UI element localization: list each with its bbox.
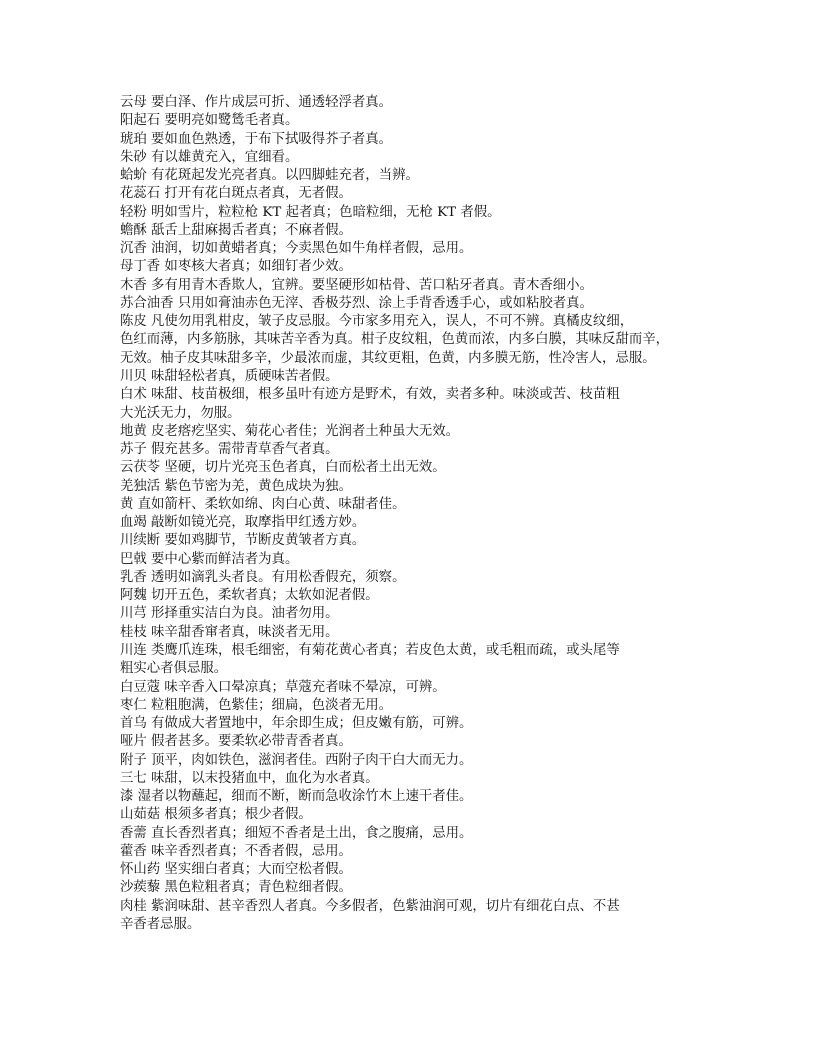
text-line: 朱砂 有以雄黄充入，宜细看。 [120, 149, 299, 165]
text-line: 血竭 敲断如镜光亮，取摩指甲红透方妙。 [120, 515, 366, 531]
text-line: 附子 顶平，肉如铁色，滋润者佳。西附子肉干白大而无力。 [120, 752, 473, 768]
text-line: 哑片 假者甚多。要柔软必带青香者真。 [120, 734, 352, 750]
text-line: 云母 要白泽、作片成层可折、通透轻浮者真。 [120, 95, 393, 110]
text-line: 沙蒺藜 黑色粒粗者真；青色粒细者假。 [120, 880, 352, 896]
text-line: 无效。柚子皮其味甜多辛，少最浓而虚，其纹更粗，色黄，内多膜无筋，性冷害人，忌服。 [120, 350, 656, 366]
text-line: 乳香 透明如滴乳头者良。有用松香假充，须察。 [120, 569, 406, 585]
text-line: 桂枝 味辛甜香窜者真，味淡者无用。 [120, 624, 339, 640]
text-line: 辛香者忌服。 [120, 916, 201, 932]
text-line: 川续断 要如鸡脚节，节断皮黄皱者方真。 [120, 533, 366, 549]
text-line: 藿香 味辛香烈者真；不香者假，忌用。 [120, 843, 352, 859]
text-line: 阿魏 切开五色，柔软者真；太软如泥者假。 [120, 588, 379, 604]
text-line: 色红而薄，内多筋脉，其味苦辛香为真。柑子皮纹粗，色黄而浓，内多白膜，其味反甜而辛， [120, 332, 670, 348]
text-line: 苏子 假充甚多。需带青草香气者真。 [120, 442, 339, 458]
text-line: 苏合油香 只用如膏油赤色无滓、香极芬烈、涂上手背香透手心，或如粘胶者真。 [120, 295, 593, 311]
text-line: 大光沃无力，勿服。 [120, 405, 241, 421]
text-line: 粗实心者俱忌服。 [120, 661, 228, 677]
text-line: 巴戟 要中心紫而鲜洁者为真。 [120, 551, 299, 567]
text-line: 枣仁 粒粗胞满，色紫佳；细扁，色淡者无用。 [120, 697, 393, 713]
text-line: 花蕊石 打开有花白斑点者真，无者假。 [120, 186, 352, 202]
text-line: 香薷 直长香烈者真；细短不香者是土出，食之腹痛，忌用。 [120, 825, 473, 841]
text-line: 三七 味甜，以末投猪血中，血化为水者真。 [120, 770, 379, 786]
text-line: 陈皮 凡使勿用乳柑皮，皱子皮忌服。今市家多用充入，误人，不可不辨。真橘皮纹细， [120, 314, 634, 330]
body-text [120, 94, 720, 934]
text-line: 沉香 油润，切如黄蜡者真；今卖黑色如牛角样者假，忌用。 [120, 241, 473, 257]
text-line: 木香 多有用青木香欺人，宜辨。要坚硬形如枯骨、苦口粘牙者真。青木香细小。 [120, 277, 593, 293]
text-line: 轻粉 明如雪片，粒粒枪 KT 起者真；色暗粒细，无枪 KT 者假。 [120, 204, 501, 220]
text-line: 白豆蔻 味辛香入口晕凉真；草蔻充者味不晕凉，可辨。 [120, 679, 446, 695]
text-line: 川贝 味甜轻松者真，质硬味苦者假。 [120, 368, 339, 384]
text-line: 地黄 皮老瘩疙坚实、菊花心者佳；光润者土种虽大无效。 [120, 423, 460, 439]
text-line: 母丁香 如枣核大者真；如细钉者少效。 [120, 259, 352, 275]
text-line: 蟾酥 舐舌上甜麻揭舌者真；不麻者假。 [120, 222, 352, 238]
text-line: 怀山药 坚实细白者真；大而空松者假。 [120, 862, 352, 878]
text-line: 琥珀 要如血色熟透，于布下拭吸得芥子者真。 [120, 131, 393, 147]
text-line: 白术 味甜、枝苗极细，根多虽叶有迹方是野术，有效，卖者多种。味淡或苦、枝苗粗 [120, 387, 620, 403]
text-line: 漆 湿者以物蘸起，细而不断，断而急收涂竹木上速干者佳。 [120, 789, 473, 805]
text-line: 川芎 形择重实洁白为良。油者勿用。 [120, 606, 339, 622]
text-line: 蛤蚧 有花斑起发光亮者真。以四脚蛙充者，当辨。 [120, 168, 419, 184]
text-line: 黄 直如箭杆、柔软如绵、肉白心黄、味甜者佳。 [120, 496, 406, 512]
text-line: 山茹菇 根须多者真；根少者假。 [120, 807, 312, 823]
text-line: 羌独活 紫色节密为羌，黄色成块为独。 [120, 478, 352, 494]
text-line: 阳起石 要明亮如鹭鸶毛者真。 [120, 113, 299, 129]
text-line: 首乌 有做成大者置地中，年余即生成；但皮嫩有筋，可辨。 [120, 716, 473, 732]
text-line: 川连 类鹰爪连珠，根毛细密，有菊花黄心者真；若皮色太黄，或毛粗而疏，或头尾等 [120, 642, 620, 658]
text-line: 云茯苓 坚硬，切片光亮玉色者真，白而松者土出无效。 [120, 460, 446, 476]
text-line: 肉桂 紫润味甜、甚辛香烈人者真。今多假者，色紫油润可观，切片有细花白点、不甚 [120, 898, 620, 914]
